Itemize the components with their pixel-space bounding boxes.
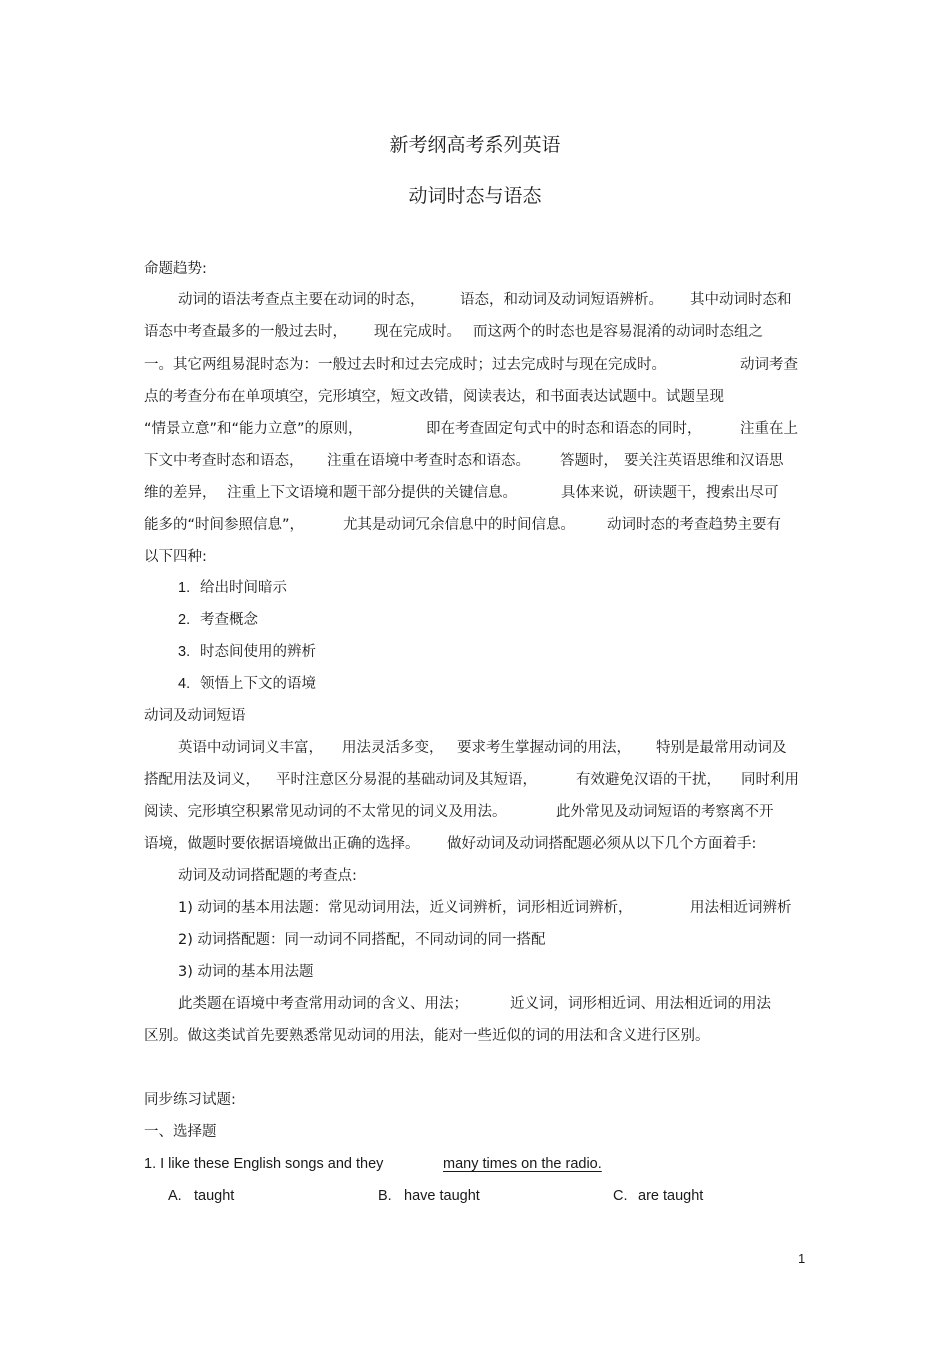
option-label: B.: [378, 1188, 392, 1204]
text-segment: 动词时态的考查趋势主要有: [607, 517, 781, 533]
text-segment: 此外常见及动词短语的考察离不开: [556, 804, 774, 820]
list-item-number: 2.: [178, 612, 191, 628]
list-item: 3) 动词的基本用法题: [178, 964, 314, 980]
text-segment: 区别。做这类试首先要熟悉常见动词的用法，能对一些近似的词的用法和含义进行区别。: [144, 1028, 710, 1044]
text-segment: 以下四种:: [144, 549, 207, 565]
page-number: 1: [798, 1251, 806, 1266]
subheading-checkpoints: 动词及动词搭配题的考查点:: [178, 868, 357, 884]
text-segment: 近义词，词形相近词、用法相近词的用法: [510, 996, 771, 1012]
list-item-number: 4.: [178, 676, 191, 692]
text-segment: 做好动词及动词搭配题必须从以下几个方面着手:: [447, 836, 757, 852]
text-segment: 同时利用: [741, 772, 799, 788]
option-text: taught: [194, 1188, 235, 1204]
text-segment: 用法灵活多变，: [342, 740, 444, 756]
section-heading-exercises: 同步练习试题:: [144, 1092, 236, 1108]
text-segment: 要求考生掌握动词的用法，: [457, 740, 631, 756]
list-item: 2) 动词搭配题：同一动词不同搭配，不同动词的同一搭配: [178, 932, 546, 948]
option-label: A.: [168, 1188, 182, 1204]
text-segment: 搭配用法及词义，: [144, 772, 260, 788]
text-segment: 语境，做题时要依据语境做出正确的选择。: [144, 836, 420, 852]
text-segment: 语态，和动词及动词短语辨析。: [460, 292, 663, 308]
text-segment: 语态中考查最多的一般过去时，: [144, 324, 347, 340]
document-title: 新考纲高考系列英语: [389, 134, 561, 156]
option-text: have taught: [404, 1188, 480, 1204]
text-segment: 答题时，: [560, 453, 618, 469]
list-item-number: 1.: [178, 580, 191, 596]
list-item: 领悟上下文的语境: [200, 676, 316, 692]
text-segment: 注重上下文语境和题干部分提供的关键信息。: [227, 485, 517, 501]
text-segment: 特别是最常用动词及: [656, 740, 787, 756]
text-segment: 有效避免汉语的干扰，: [576, 772, 721, 788]
text-segment: 此类题在语境中考查常用动词的含义、用法；: [178, 996, 468, 1012]
text-segment: “情景立意”和“能力立意”的原则，: [144, 421, 363, 437]
text-segment: 尤其是动词冗余信息中的时间信息。: [343, 517, 575, 533]
document-subtitle: 动词时态与语态: [408, 185, 542, 207]
question-stem: 1. I like these English songs and they: [144, 1156, 384, 1172]
text-segment: 而这两个的时态也是容易混淆的动词时态组之: [473, 324, 763, 340]
list-item: 考查概念: [200, 612, 258, 628]
text-segment: 注重在语境中考查时态和语态。: [327, 453, 530, 469]
text-segment: 能多的“时间参照信息”，: [144, 517, 305, 533]
text-segment: 动词考查: [740, 357, 798, 373]
list-item: 给出时间暗示: [200, 580, 287, 596]
text-segment: 一。其它两组易混时态为：一般过去时和过去完成时；过去完成时与现在完成时。: [144, 357, 666, 373]
section-heading-trend: 命题趋势:: [144, 261, 207, 277]
list-item: 1) 动词的基本用法题：常见动词用法，近义词辨析，词形相近词辨析，: [178, 900, 633, 916]
text-segment: 即在考查固定句式中的时态和语态的同时，: [426, 421, 702, 437]
text-segment: 要关注英语思维和汉语思: [624, 453, 784, 469]
text-segment: 平时注意区分易混的基础动词及其短语，: [276, 772, 537, 788]
text-segment: 维的差异，: [144, 485, 217, 501]
text-segment: 动词的语法考查点主要在动词的时态，: [178, 292, 425, 308]
text-segment: 现在完成时。: [374, 324, 461, 340]
text-segment: 英语中动词词义丰富，: [178, 740, 323, 756]
option-text: are taught: [638, 1188, 704, 1204]
list-item: 时态间使用的辨析: [200, 644, 316, 660]
list-item-number: 3.: [178, 644, 191, 660]
text-segment: 注重在上: [740, 421, 798, 437]
text-segment: 下文中考查时态和语态，: [144, 453, 304, 469]
section-heading-verbs: 动词及动词短语: [144, 708, 246, 724]
question-stem-tail: many times on the radio.: [443, 1156, 602, 1172]
option-label: C.: [613, 1188, 628, 1204]
text-segment: 其中动词时态和: [690, 292, 792, 308]
text-segment: 点的考查分布在单项填空，完形填空，短文改错，阅读表达，和书面表达试题中。试题呈现: [144, 389, 724, 405]
section-subheading-choice: 一、选择题: [144, 1124, 217, 1140]
text-segment: 具体来说，研读题干，搜索出尽可: [561, 485, 779, 501]
text-segment: 阅读、完形填空积累常见动词的不太常见的词义及用法。: [144, 804, 507, 820]
list-item-tail: 用法相近词辨析: [690, 900, 792, 916]
